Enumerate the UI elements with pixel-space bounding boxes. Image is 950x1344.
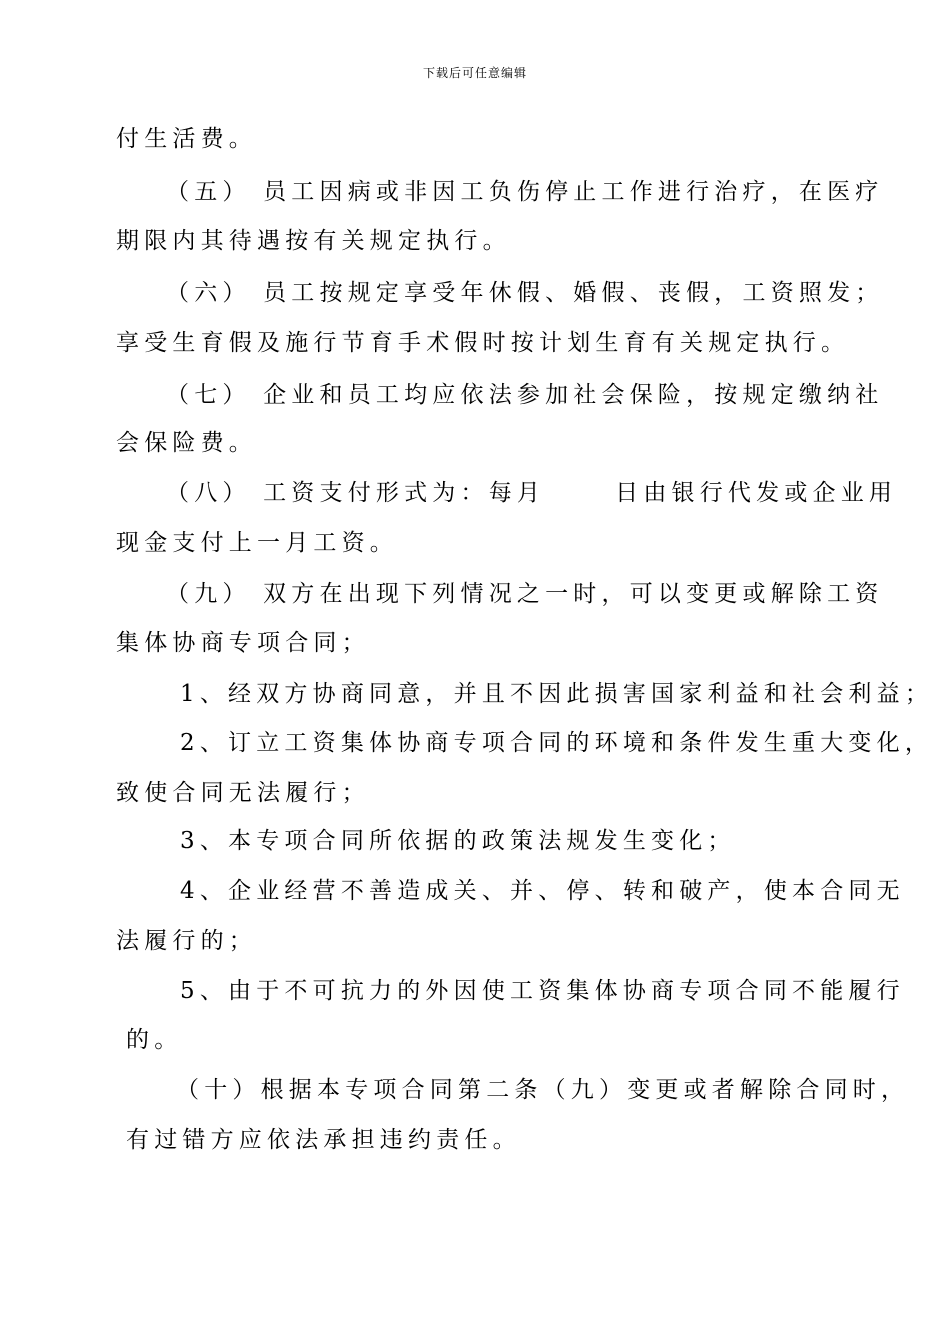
text-line: 付生活费。 [116,126,257,152]
text-line: 集体协商专项合同； [116,630,370,656]
text-line: 1、经双方协商同意，并且不因此损害国家利益和社会利益； [180,681,934,707]
text-line: 4、企业经营不善造成关、并、停、转和破产，使本合同无 [180,878,905,904]
text-line: 会保险费。 [116,430,257,456]
text-line: 期限内其待遇按有关规定执行。 [116,228,511,254]
text-line: 享受生育假及施行节育手术假时按计划生育有关规定执行。 [116,330,850,356]
text-line: 的。 [126,1027,183,1053]
text-line: 5、由于不可抗力的外因使工资集体协商专项合同不能履行 [180,978,905,1004]
text-line: 现金支付上一月工资。 [116,530,398,556]
text-line: （五） 员工因病或非因工负伤停止工作进行治疗，在医疗 [166,179,884,205]
text-segment: 日由银行代发或企业用 [615,480,898,506]
text-line [166,474,897,507]
text-line: 致使合同无法履行； [116,780,370,806]
text-line: 3、本专项合同所依据的政策法规发生变化； [180,828,736,854]
text-line: （七） 企业和员工均应依法参加社会保险，按规定缴纳社 [166,382,884,408]
text-line: （九） 双方在出现下列情况之一时，可以变更或解除工资 [166,581,884,607]
text-line: （十）根据本专项合同第二条（九）变更或者解除合同时， [176,1077,910,1103]
text-line: 有过错方应依法承担违约责任。 [126,1127,521,1153]
text-segment: （八） 工资支付形式为：每月 [166,480,546,506]
page-header: 下载后可任意编辑 [422,66,527,80]
text-line: （六） 员工按规定享受年休假、婚假、丧假，工资照发； [166,280,884,306]
text-line: 2、订立工资集体协商专项合同的环境和条件发生重大变化， [180,730,934,756]
text-line: 法履行的； [116,928,257,954]
